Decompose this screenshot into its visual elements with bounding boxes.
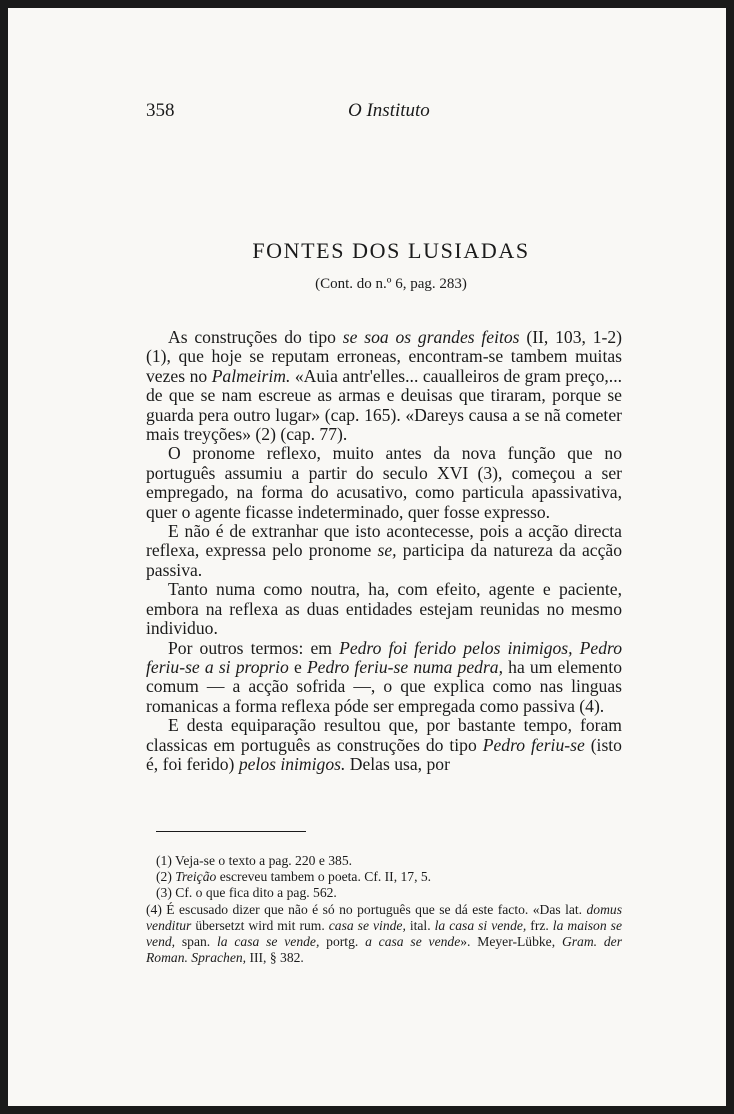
paragraph: Tanto numa como noutra, ha, com efeito, agente e paciente, embora na reflexa as duas entidades estejam reunidas no mesmo individuo.: [146, 579, 622, 639]
body-text: [146, 328, 622, 774]
footnotes: [146, 853, 622, 966]
footnote-1: (1) Veja-se o texto a pag. 220 e 385.: [156, 853, 353, 868]
footnote-2: (2) Treição escreveu tambem o poeta. Cf. II, 17, 5.: [156, 869, 432, 885]
paragraph: E desta equiparação resultou que, por bastante tempo, foram classicas em português as construções do tipo Pedro feriu-se (isto é, foi ferido) pelos inimigos. Delas usa, por: [146, 715, 622, 774]
paragraph: Por outros termos: em Pedro foi ferido pelos inimigos, Pedro feriu-se a si proprio e Pedro feriu-se numa pedra, ha um elemento comum — a acção sofrida —, o que explica como nas linguas romanicas a forma reflexa póde ser empregada como passiva (4).: [146, 637, 623, 716]
running-title: O Instituto: [348, 100, 430, 121]
article-title: FONTES DOS LUSIADAS: [252, 238, 530, 263]
document-page: [8, 8, 726, 1106]
page-number: 358: [146, 100, 175, 121]
footnote-3: (3) Cf. o que fica dito a pag. 562.: [156, 885, 337, 901]
paragraph: E não é de extranhar que isto acontecesse, pois a acção directa reflexa, expressa pelo pronome se, participa da natureza da acção passiva.: [146, 521, 622, 580]
paragraph: O pronome reflexo, muito antes da nova função que no português assumiu a partir do seculo XVI (3), começou a ser empregado, na forma do acusativo, como particula apassivativa, quer o agente ficasse indeterminado, quer fosse expresso.: [146, 443, 622, 522]
paragraph: As construções do tipo se soa os grandes feitos (II, 103, 1-2) (1), que hoje se reputam erroneas, encontram-se tambem muitas vezes no Palmeirim. «Auia antr'elles... caualleiros de gram preço,... de que se nam escreue as armas e deuisas que tiraram, porque se guarda pera outro lugar» (cap. 165). «Dareys causa a se nã cometer mais treyções» (2) (cap. 77).: [146, 327, 623, 445]
footnote-4: (4) É escusado dizer que não é só no português que se dá este facto. «Das lat. domus venditur übersetzt wird mit rum. casa se vinde, ital. la casa si vende, frz. la maison se vend, span. la casa se vende, portg. a casa se vende». Meyer-Lübke, Gram. der Roman. Sprachen, III, § 382.: [146, 901, 622, 966]
article-subtitle: (Cont. do n.º 6, pag. 283): [315, 276, 467, 292]
footnote-divider: [156, 831, 306, 832]
